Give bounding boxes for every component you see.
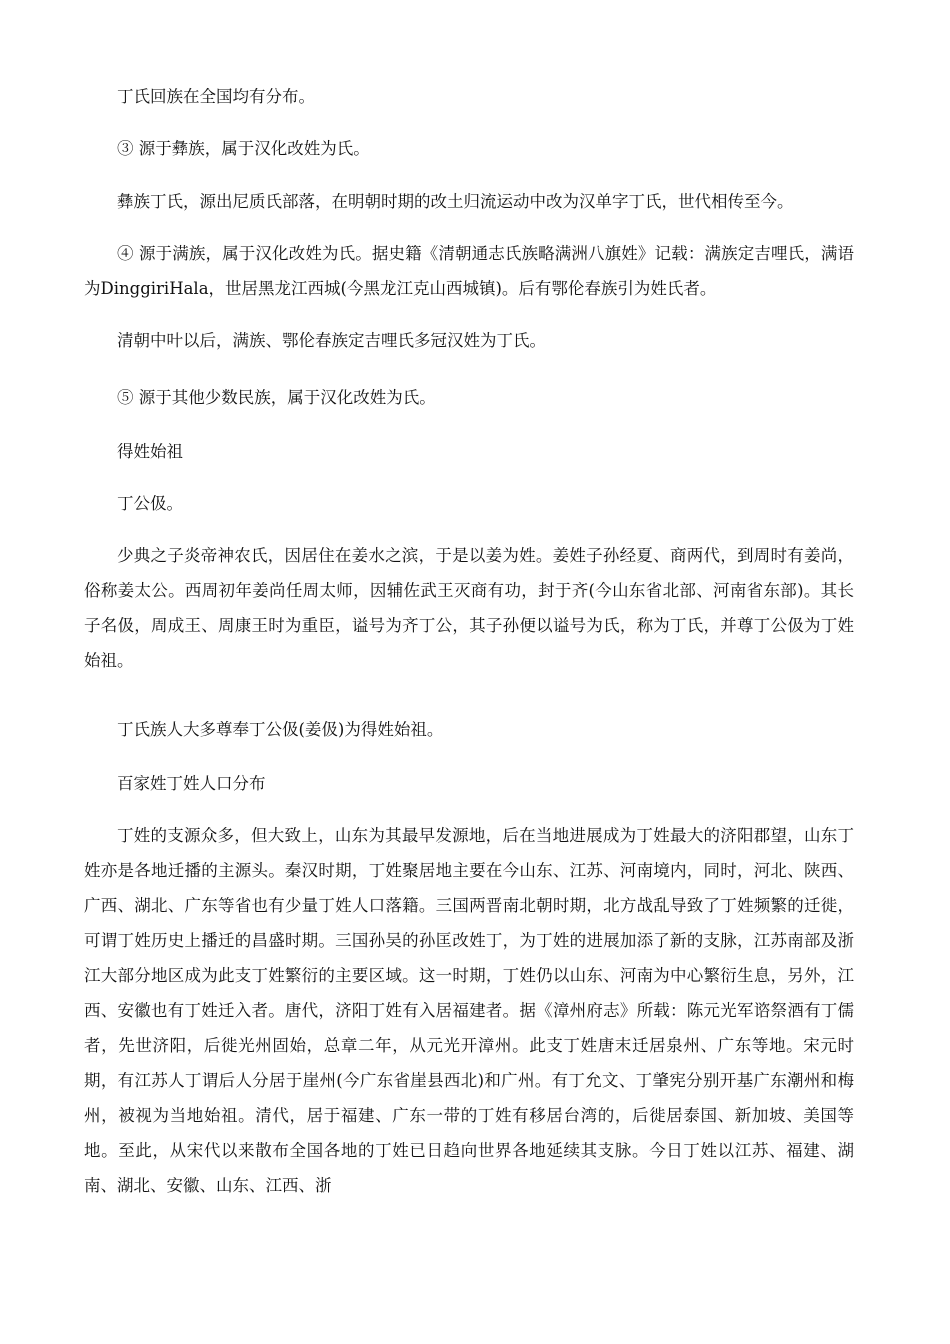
section-heading-founder: 得姓始祖	[117, 442, 183, 461]
paragraph-origin-yi-heading: ③ 源于彝族，属于汉化改姓为氏。	[117, 139, 370, 158]
paragraph-founder-history: 少典之子炎帝神农氏，因居住在姜水之滨，于是以姜为姓。姜姓子孙经夏、商两代，到周时有姜尚，俗称姜太公。西周初年姜尚任周太师，因辅佐武王灭商有功，封于齐(今山东省北部、河南省东部)。其长子名伋，周成王、周康王时为重臣，谥号为齐丁公，其子孙便以谥号为氏，称为丁氏，并尊丁公伋为丁姓始祖。	[84, 546, 854, 670]
paragraph-origin-manchu: ④ 源于满族，属于汉化改姓为氏。据史籍《清朝通志氏族略满洲八旗姓》记载：满族定吉哩氏，满语为DinggiriHala，世居黑龙江西城(今黑龙江克山西城镇)。后有鄂伦春族引为姓氏者。	[84, 244, 854, 298]
paragraph-hui-distribution: 丁氏回族在全国均有分布。	[117, 87, 315, 106]
paragraph-founder-respect: 丁氏族人大多尊奉丁公伋(姜伋)为得姓始祖。	[117, 720, 444, 739]
paragraph-yi-ding: 彝族丁氏，源出尼质氏部落，在明朝时期的改土归流运动中改为汉单字丁氏，世代相传至今。	[117, 192, 794, 211]
paragraph-population-distribution: 丁姓的支源众多，但大致上，山东为其最早发源地，后在当地进展成为丁姓最大的济阳郡望，山东丁姓亦是各地迁播的主源头。秦汉时期，丁姓聚居地主要在今山东、江苏、河南境内，同时，河北、陕西、广西、湖北、广东等省也有少量丁姓人口落籍。三国两晋南北朝时期，北方战乱导致了丁姓频繁的迁徙，可谓丁姓历史上播迁的昌盛时期。三国孙吴的孙匡改姓丁，为丁姓的进展加添了新的支脉，江苏南部及浙江大部分地区成为此支丁姓繁衍的主要区域。这一时期，丁姓仍以山东、河南为中心繁衍生息，另外，江西、安徽也有丁姓迁入者。唐代，济阳丁姓有入居福建者。据《漳州府志》所载：陈元光军谘祭酒有丁儒者，先世济阳，后徙光州固始，总章二年，从元光开漳州。此支丁姓唐末迁居泉州、广东等地。宋元时期，有江苏人丁谓后人分居于崖州(今广东省崖县西北)和广州。有丁允文、丁肇宪分别开基广东潮州和梅州，被视为当地始祖。清代，居于福建、广东一带的丁姓有移居台湾的，后徙居泰国、新加坡、美国等地。至此，从宋代以来散布全国各地的丁姓已日趋向世界各地延续其支脉。今日丁姓以江苏、福建、湖南、湖北、安徽、山东、江西、浙	[84, 826, 854, 1195]
paragraph-qing-mid: 清朝中叶以后，满族、鄂伦春族定吉哩氏多冠汉姓为丁氏。	[117, 331, 546, 350]
paragraph-origin-other-minorities: ⑤ 源于其他少数民族，属于汉化改姓为氏。	[117, 388, 436, 407]
section-heading-population: 百家姓丁姓人口分布	[117, 774, 266, 793]
paragraph-founder-name: 丁公伋。	[117, 494, 183, 513]
